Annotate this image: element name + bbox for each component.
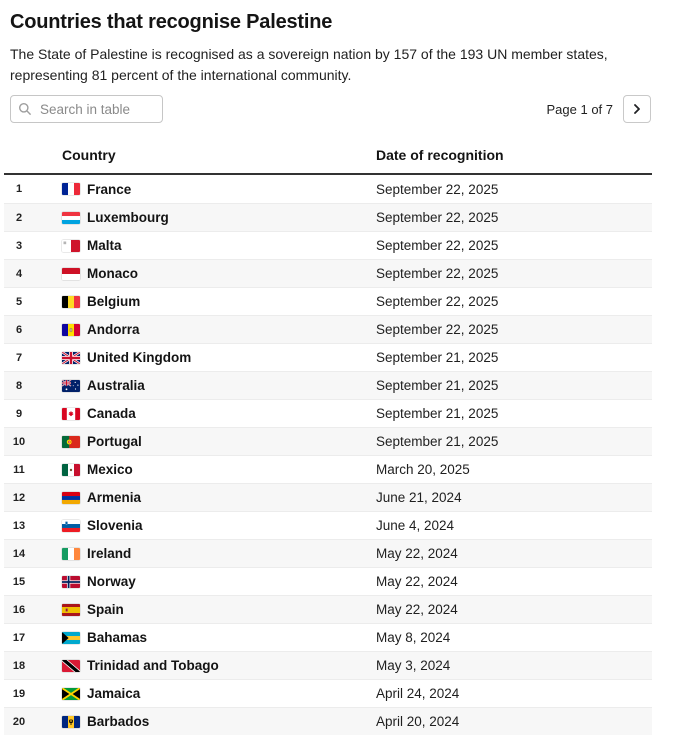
table-row [4, 483, 652, 511]
country-name: Barbados [87, 714, 150, 729]
country-cell [34, 406, 376, 421]
country-cell [34, 238, 376, 253]
table-row [4, 427, 652, 455]
country-cell [34, 378, 376, 393]
slovenia-flag-icon [62, 520, 80, 532]
country-cell [34, 686, 376, 701]
belgium-flag-icon [62, 296, 80, 308]
recognition-date: April 20, 2024 [376, 714, 460, 729]
recognition-date: September 21, 2025 [376, 378, 499, 393]
recognition-date: September 22, 2025 [376, 294, 499, 309]
row-index: 4 [15, 267, 23, 280]
country-name: Mexico [87, 462, 133, 477]
recognition-date: May 22, 2024 [376, 574, 458, 589]
row-index: 9 [15, 407, 23, 420]
pagination [547, 95, 652, 123]
table-row [4, 651, 652, 679]
table-row [4, 567, 652, 595]
barbados-flag-icon [62, 716, 80, 728]
recognition-date: March 20, 2025 [376, 462, 470, 477]
jamaica-flag-icon [62, 688, 80, 700]
country-cell [34, 714, 376, 729]
country-name: France [87, 181, 132, 197]
country-name: Australia [87, 378, 145, 393]
recognition-date: September 22, 2025 [376, 266, 499, 281]
table-row [4, 455, 652, 483]
country-name: Monaco [87, 266, 139, 281]
page-subtitle: The State of Palestine is recognised as a sovereign nation by 157 of the 193 UN member states, representing 81 percent of the international community. [10, 46, 608, 83]
country-name: Canada [87, 406, 136, 421]
country-cell [34, 182, 376, 197]
recognition-date: September 22, 2025 [376, 322, 499, 337]
country-cell [34, 322, 376, 337]
canada-flag-icon [62, 408, 80, 420]
recognition-date: May 8, 2024 [376, 630, 451, 645]
next-page-button[interactable] [623, 95, 651, 123]
table-row [4, 175, 652, 203]
recognition-date: April 24, 2024 [376, 686, 460, 701]
country-cell [34, 574, 376, 589]
search-input[interactable] [38, 101, 154, 118]
country-name: Luxembourg [87, 210, 169, 225]
ireland-flag-icon [62, 548, 80, 560]
table-row [4, 315, 652, 343]
france-flag-icon [62, 183, 80, 195]
table-row [4, 371, 652, 399]
recognition-date: September 21, 2025 [376, 434, 499, 449]
country-name: Malta [87, 238, 122, 253]
united-kingdom-flag-icon [62, 352, 80, 364]
row-index: 6 [15, 323, 23, 336]
table-row [4, 231, 652, 259]
country-cell [34, 490, 376, 505]
chevron-right-icon [632, 104, 642, 114]
country-cell [34, 350, 376, 365]
search-box[interactable] [10, 95, 163, 123]
table-body [4, 175, 652, 735]
country-name: Portugal [87, 434, 142, 449]
country-name: Ireland [87, 546, 132, 561]
row-index: 3 [15, 239, 23, 252]
row-index: 11 [13, 463, 25, 476]
recognition-date: May 22, 2024 [376, 602, 458, 617]
countries-table [4, 123, 652, 735]
table-row [4, 287, 652, 315]
recognition-date: May 3, 2024 [376, 658, 451, 673]
row-index: 15 [12, 575, 26, 588]
armenia-flag-icon [62, 492, 80, 504]
row-index: 12 [12, 491, 26, 504]
row-index: 16 [12, 603, 26, 616]
country-cell [34, 462, 376, 477]
country-name: Spain [87, 602, 124, 617]
country-cell [34, 210, 376, 225]
table-row [4, 259, 652, 287]
country-cell [34, 546, 376, 561]
country-name: Belgium [87, 294, 141, 309]
monaco-flag-icon [62, 268, 80, 280]
portugal-flag-icon [62, 436, 80, 448]
table-row [4, 539, 652, 567]
luxembourg-flag-icon [62, 212, 80, 224]
row-index: 8 [15, 379, 23, 392]
row-index: 13 [12, 519, 26, 532]
country-name: Norway [87, 574, 136, 589]
date-column-header: Date of recognition [376, 147, 504, 163]
country-name: Bahamas [87, 630, 148, 645]
row-index: 19 [12, 687, 26, 700]
country-name: Slovenia [87, 518, 143, 533]
norway-flag-icon [62, 576, 80, 588]
row-index: 2 [15, 211, 23, 224]
row-index: 17 [12, 631, 26, 644]
recognition-date: September 21, 2025 [376, 350, 499, 365]
country-name: Trinidad and Tobago [87, 658, 219, 673]
country-cell [34, 658, 376, 673]
country-cell [34, 294, 376, 309]
table-toolbar [10, 95, 651, 123]
australia-flag-icon [62, 380, 80, 392]
country-cell [34, 630, 376, 645]
trinidad-and-tobago-flag-icon [62, 660, 80, 672]
table-row [4, 343, 652, 371]
recognition-date: September 22, 2025 [376, 238, 499, 253]
table-header-row [4, 123, 652, 175]
table-row [4, 707, 652, 735]
mexico-flag-icon [62, 464, 80, 476]
andorra-flag-icon [62, 324, 80, 336]
country-column-header: Country [62, 147, 116, 163]
recognition-date: September 22, 2025 [376, 181, 499, 197]
recognition-date: June 4, 2024 [376, 518, 455, 533]
row-index: 20 [12, 715, 26, 728]
table-row [4, 679, 652, 707]
table-row [4, 203, 652, 231]
page-indicator: Page 1 of 7 [546, 101, 613, 117]
country-cell [34, 518, 376, 533]
table-row [4, 623, 652, 651]
country-name: Armenia [87, 490, 142, 505]
country-cell [34, 266, 376, 281]
malta-flag-icon [62, 240, 80, 252]
spain-flag-icon [62, 604, 80, 616]
table-row [4, 595, 652, 623]
table-row [4, 399, 652, 427]
row-index: 7 [15, 351, 23, 364]
country-cell [34, 434, 376, 449]
country-name: Andorra [87, 322, 140, 337]
search-icon [18, 102, 32, 116]
recognition-date: September 21, 2025 [376, 406, 499, 421]
country-cell [34, 602, 376, 617]
row-index: 18 [12, 659, 26, 672]
country-name: United Kingdom [87, 350, 192, 365]
page-title: Countries that recognise Palestine [10, 11, 333, 33]
recognition-date: June 21, 2024 [376, 490, 462, 505]
row-index: 5 [15, 295, 23, 308]
row-index: 1 [15, 183, 23, 195]
row-index: 10 [12, 435, 26, 448]
recognition-date: September 22, 2025 [376, 210, 499, 225]
recognition-date: May 22, 2024 [376, 546, 458, 561]
page-header [10, 10, 651, 86]
table-row [4, 511, 652, 539]
bahamas-flag-icon [62, 632, 80, 644]
country-name: Jamaica [87, 686, 141, 701]
row-index: 14 [12, 547, 26, 560]
